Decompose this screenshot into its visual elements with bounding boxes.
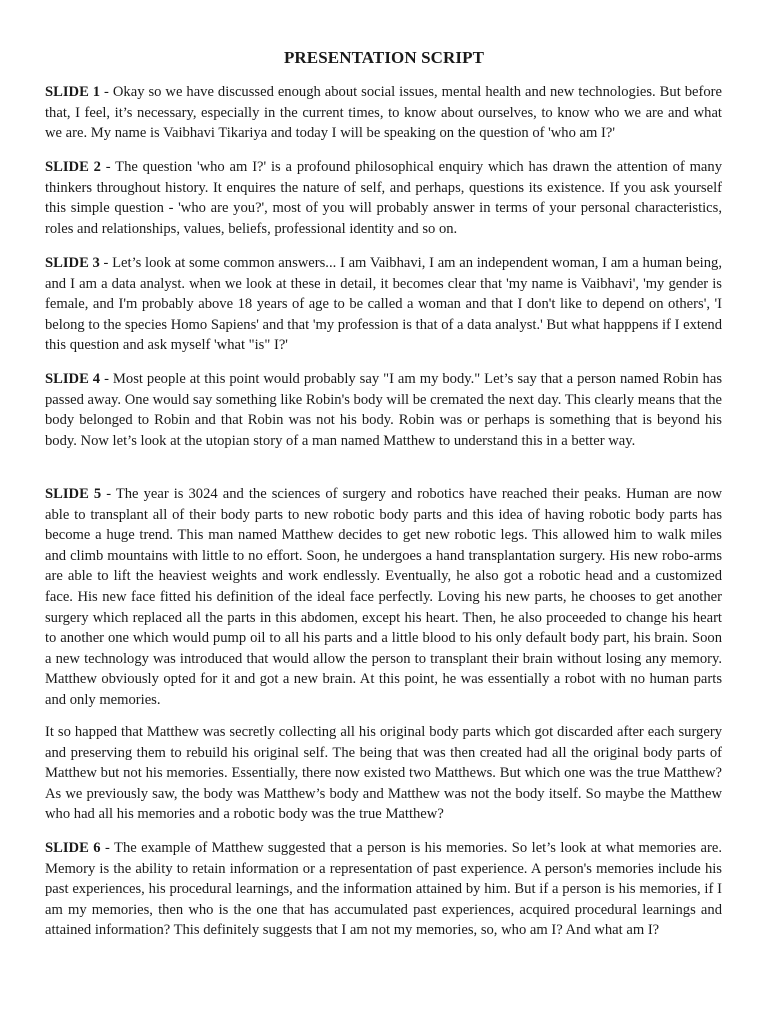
- label-separator: -: [100, 84, 113, 100]
- slide-5-paragraph: [45, 484, 722, 711]
- paragraph-text: It so happed that Matthew was secretly collecting all his original body parts which got discarded after each surgery and preserving them to rebuild his original self. The being that was then created had all the original body parts of Matthew but not his memories. Essentially, there now existed two Matthews. But which one was the true Matthew? As we previously saw, the body was Matthew’s body and Matthew was not the body itself. So maybe the Matthew who had all his memories and a robotic body was the true Matthew?: [45, 724, 722, 823]
- slide-label: SLIDE 6: [45, 840, 101, 856]
- slide-3-paragraph: [45, 253, 722, 356]
- slide-1-paragraph: [45, 82, 722, 144]
- paragraph-text: Let’s look at some common answers... I am Vaibhavi, I am an independent woman, I am a human being, and I am a data analyst. when we look at these in detail, it becomes clear that 'my name is Vaibhavi', 'my gender is female, and I'm probably above 18 years of age to be called a woman and that I don't like to depend on others', 'I belong to the species Homo Sapiens' and that 'my profession is that of a data analyst.' But what happpens if I extend this question and ask myself 'what "is" I?': [45, 255, 722, 354]
- label-separator: -: [101, 486, 116, 502]
- slide-label: SLIDE 2: [45, 159, 101, 175]
- slide-label: SLIDE 4: [45, 371, 101, 387]
- slide-5-continuation-paragraph: [45, 722, 722, 825]
- label-separator: -: [100, 840, 115, 856]
- slide-label: SLIDE 3: [45, 255, 100, 271]
- paragraph-text: Most people at this point would probably say "I am my body." Let’s say that a person named Robin has passed away. One would say something like Robin's body will be cremated the next day. This clearly means that the body belonged to Robin and that Robin was not his body. Robin was or perhaps is something that is beyond his body. Now let’s look at the utopian story of a man named Matthew to understand this in a better way.: [45, 371, 722, 449]
- slide-6-paragraph: [45, 838, 722, 941]
- paragraph-text: The year is 3024 and the sciences of surgery and robotics have reached their peaks. Human are now able to transplant all of their body parts to new robotic body parts and this idea of having robotic body parts has become a huge trend. This man named Matthew decides to get new robotic legs. This allowed him to walk miles and climb mountains with little to no effort. Soon, he undergoes a hand transplantation surgery. His new robo-arms are able to lift the heaviest weights and work endlessly. Eventually, he also got a robotic head and a customized face. His new face fitted his definition of the ideal face perfectly. Loving his new parts, he chooses to get another surgery which replaced all the parts in this abdomen, except his heart. Then, he also proceeded to change his heart to another one which would pump oil to all his parts and a little blood to his only default body part, his brain. Soon a new technology was introduced that would allow the person to transplant their brain without losing any memory. Matthew obviously opted for it and got a new brain. At this point, he was essentially a robot with no human parts and only memories.: [45, 486, 723, 708]
- slide-label: SLIDE 1: [45, 84, 101, 100]
- paragraph-text: The example of Matthew suggested that a person is his memories. So let’s look at what memories are. Memory is the ability to retain information or a representation of past experience. A person's memories include his past experiences, his procedural learnings, and the information attained by him. But if a person is his memories, if I am my memories, then who is the one that has accumulated past experiences, acquired procedural learnings and attained information? This definitely suggests that I am not my memories, so, who am I? And what am I?: [45, 840, 722, 939]
- label-separator: -: [100, 159, 116, 175]
- label-separator: -: [100, 371, 113, 387]
- label-separator: -: [99, 255, 113, 271]
- paragraph-text: Okay so we have discussed enough about social issues, mental health and new technologies. But before that, I feel, it’s necessary, especially in the current times, to know about ourselves, to know who we are and what we are. My name is Vaibhavi Tikariya and today I will be speaking on the question of 'who am I?': [45, 84, 722, 142]
- slide-4-paragraph: [45, 369, 722, 451]
- slide-label: SLIDE 5: [45, 486, 102, 502]
- document-title: PRESENTATION SCRIPT: [283, 48, 485, 67]
- paragraph-text: The question 'who am I?' is a profound philosophical enquiry which has drawn the attention of many thinkers throughout history. It enquires the nature of self, and perhaps, questions its existence. If you ask yourself this simple question - 'who are you?', most of you will probably answer in terms of your personal characteristics, roles and relationships, values, beliefs, professional identity and so on.: [45, 159, 722, 237]
- slide-2-paragraph: [45, 157, 722, 239]
